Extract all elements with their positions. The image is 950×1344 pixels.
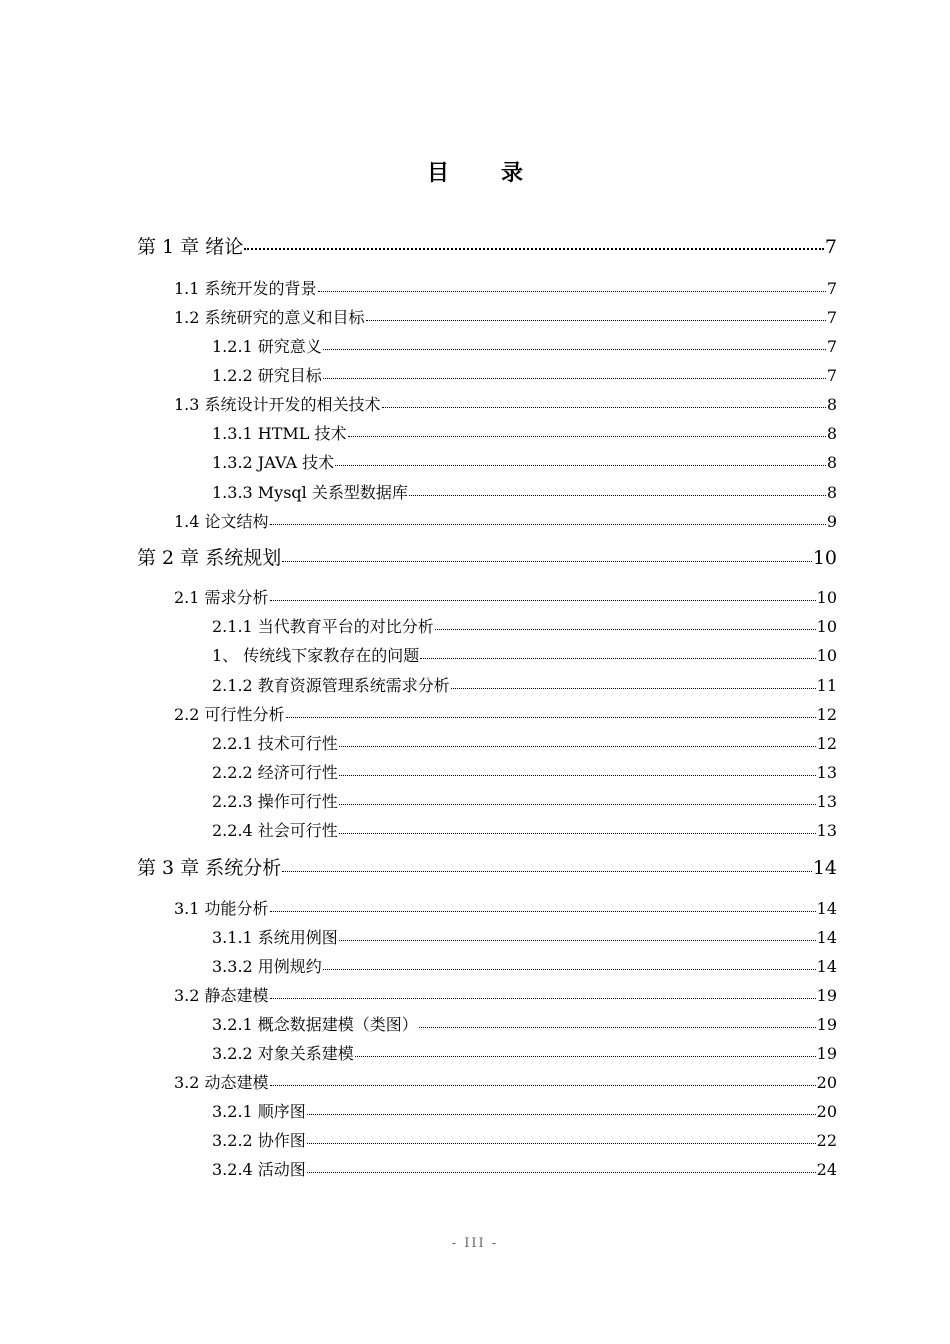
toc-entry-label: 1.2.2 研究目标 bbox=[212, 366, 322, 385]
toc-leader-dots bbox=[419, 1027, 816, 1028]
toc-entry-label: 2.2 可行性分析 bbox=[174, 705, 285, 724]
toc-entry-page: 14 bbox=[816, 928, 837, 947]
toc-entry-page: 13 bbox=[816, 792, 837, 811]
toc-leader-dots bbox=[282, 561, 812, 562]
toc-entry-page: 10 bbox=[812, 547, 837, 569]
toc-entry-label: 3.2.1 顺序图 bbox=[212, 1102, 306, 1121]
toc-leader-dots bbox=[270, 911, 816, 912]
toc-entry-page: 9 bbox=[826, 512, 837, 531]
toc-entry[interactable] bbox=[174, 305, 837, 328]
toc-leader-dots bbox=[307, 1114, 816, 1115]
toc-entry[interactable] bbox=[212, 731, 837, 754]
toc-leader-dots bbox=[339, 940, 816, 941]
toc-entry-label: 3.2 静态建模 bbox=[174, 986, 269, 1005]
toc-entry-label: 1、 传统线下家教存在的问题 bbox=[212, 646, 420, 665]
toc-entry-label: 第 1 章 绪论 bbox=[137, 236, 244, 258]
toc-entry-label: 2.2.4 社会可行性 bbox=[212, 821, 338, 840]
toc-leader-dots bbox=[339, 833, 816, 834]
toc-entry[interactable] bbox=[212, 925, 837, 948]
toc-leader-dots bbox=[420, 658, 815, 659]
toc-entry[interactable] bbox=[212, 480, 837, 503]
toc-title-char-2: 录 bbox=[501, 160, 524, 186]
toc-entry-label: 3.1 功能分析 bbox=[174, 899, 269, 918]
toc-leader-dots bbox=[382, 407, 826, 408]
toc-entry-page: 7 bbox=[826, 337, 837, 356]
toc-entry-label: 1.3.3 Mysql 关系型数据库 bbox=[212, 483, 408, 502]
toc-entry-page: 10 bbox=[816, 617, 837, 636]
toc-entry-page: 8 bbox=[826, 395, 837, 414]
toc-entry-label: 1.2.1 研究意义 bbox=[212, 337, 322, 356]
toc-title bbox=[0, 156, 950, 187]
toc-entry-label: 1.4 论文结构 bbox=[174, 512, 269, 531]
toc-entry-page: 10 bbox=[816, 588, 837, 607]
toc-entry-label: 3.2.1 概念数据建模（类图） bbox=[212, 1015, 418, 1034]
toc-entry-label: 2.1.2 教育资源管理系统需求分析 bbox=[212, 676, 450, 695]
toc-leader-dots bbox=[270, 1085, 816, 1086]
toc-entry[interactable] bbox=[212, 760, 837, 783]
toc-entry-label: 3.1.1 系统用例图 bbox=[212, 928, 338, 947]
toc-entry-label: 3.3.2 用例规约 bbox=[212, 957, 322, 976]
toc-entry-label: 第 2 章 系统规划 bbox=[137, 547, 282, 569]
toc-leader-dots bbox=[335, 465, 826, 466]
toc-entry-label: 3.2.2 对象关系建模 bbox=[212, 1044, 354, 1063]
page-number-footer: - III - bbox=[451, 1236, 499, 1251]
toc-entry[interactable] bbox=[137, 543, 837, 570]
toc-entry-label: 1.2 系统研究的意义和目标 bbox=[174, 308, 365, 327]
toc-entry-label: 2.1.1 当代教育平台的对比分析 bbox=[212, 617, 434, 636]
toc-leader-dots bbox=[307, 1172, 816, 1173]
toc-entry-page: 14 bbox=[812, 857, 837, 879]
toc-entry[interactable] bbox=[174, 896, 837, 919]
toc-entry[interactable] bbox=[137, 853, 837, 880]
toc-entry[interactable] bbox=[174, 509, 837, 532]
toc-entry-label: 2.2.2 经济可行性 bbox=[212, 763, 338, 782]
toc-leader-dots bbox=[323, 969, 816, 970]
toc-leader-dots bbox=[323, 378, 826, 379]
toc-entry-page: 20 bbox=[816, 1102, 837, 1121]
toc-leader-dots bbox=[339, 746, 816, 747]
toc-entry[interactable] bbox=[174, 276, 837, 299]
toc-entry-label: 1.3 系统设计开发的相关技术 bbox=[174, 395, 381, 414]
toc-entry[interactable] bbox=[212, 673, 837, 696]
toc-leader-dots bbox=[270, 524, 826, 525]
toc-leader-dots bbox=[244, 248, 824, 250]
toc-entry-page: 22 bbox=[816, 1131, 837, 1150]
toc-entry-label: 1.3.1 HTML 技术 bbox=[212, 424, 347, 443]
toc-leader-dots bbox=[435, 629, 816, 630]
toc-leader-dots bbox=[451, 688, 816, 689]
toc-entry-page: 10 bbox=[816, 646, 837, 665]
toc-entry-page: 24 bbox=[816, 1160, 837, 1179]
toc-entry-page: 8 bbox=[826, 424, 837, 443]
toc-entry[interactable] bbox=[212, 1128, 837, 1151]
toc-leader-dots bbox=[282, 871, 812, 872]
toc-entry-page: 7 bbox=[826, 279, 837, 298]
toc-entry-page: 13 bbox=[816, 763, 837, 782]
toc-leader-dots bbox=[348, 436, 826, 437]
toc-entry-page: 12 bbox=[816, 734, 837, 753]
toc-entry-page: 11 bbox=[816, 676, 837, 695]
toc-leader-dots bbox=[318, 291, 826, 292]
toc-entry[interactable] bbox=[212, 614, 837, 637]
toc-entry-label: 3.2 动态建模 bbox=[174, 1073, 269, 1092]
toc-title-char-1: 目 bbox=[426, 160, 449, 186]
toc-entry[interactable] bbox=[212, 1157, 837, 1180]
toc-entry-label: 第 3 章 系统分析 bbox=[137, 857, 282, 879]
toc-entry-page: 13 bbox=[816, 821, 837, 840]
toc-entry[interactable] bbox=[212, 421, 837, 444]
toc-entry[interactable] bbox=[212, 1099, 837, 1122]
toc-entry-label: 2.2.3 操作可行性 bbox=[212, 792, 338, 811]
toc-leader-dots bbox=[270, 600, 816, 601]
toc-entry[interactable] bbox=[137, 232, 837, 259]
toc-leader-dots bbox=[366, 320, 826, 321]
toc-leader-dots bbox=[355, 1056, 816, 1057]
toc-entry-page: 19 bbox=[816, 986, 837, 1005]
toc-entry[interactable] bbox=[212, 1041, 837, 1064]
toc-entry[interactable] bbox=[212, 334, 837, 357]
toc-entry[interactable] bbox=[212, 643, 837, 666]
toc-leader-dots bbox=[307, 1143, 816, 1144]
toc-entry-page: 20 bbox=[816, 1073, 837, 1092]
toc-entry-label: 1.3.2 JAVA 技术 bbox=[212, 453, 335, 472]
toc-entry-label: 3.2.2 协作图 bbox=[212, 1131, 306, 1150]
toc-entry-label: 1.1 系统开发的背景 bbox=[174, 279, 317, 298]
toc-entry-page: 7 bbox=[826, 308, 837, 327]
toc-entry-page: 14 bbox=[816, 957, 837, 976]
toc-entry-page: 8 bbox=[826, 483, 837, 502]
toc-entry-page: 19 bbox=[816, 1044, 837, 1063]
toc-leader-dots bbox=[409, 495, 826, 496]
toc-leader-dots bbox=[339, 775, 816, 776]
toc-entry[interactable] bbox=[212, 450, 837, 473]
toc-entry-page: 14 bbox=[816, 899, 837, 918]
toc-entry[interactable] bbox=[212, 1012, 837, 1035]
toc-entry-page: 8 bbox=[826, 453, 837, 472]
toc-entry-label: 3.2.4 活动图 bbox=[212, 1160, 306, 1179]
toc-entry[interactable] bbox=[174, 1070, 837, 1093]
toc-leader-dots bbox=[323, 349, 826, 350]
toc-entry[interactable] bbox=[174, 983, 837, 1006]
toc-entry-page: 7 bbox=[824, 236, 837, 258]
toc-entry[interactable] bbox=[174, 392, 837, 415]
toc-leader-dots bbox=[286, 717, 816, 718]
toc-entry[interactable] bbox=[212, 818, 837, 841]
toc-entry-page: 12 bbox=[816, 705, 837, 724]
toc-entry[interactable] bbox=[174, 702, 837, 725]
toc-entry-label: 2.2.1 技术可行性 bbox=[212, 734, 338, 753]
toc-entry-label: 2.1 需求分析 bbox=[174, 588, 269, 607]
toc-entry[interactable] bbox=[174, 585, 837, 608]
toc-entry[interactable] bbox=[212, 363, 837, 386]
toc-entry[interactable] bbox=[212, 954, 837, 977]
toc-entry[interactable] bbox=[212, 789, 837, 812]
toc-entry-page: 7 bbox=[826, 366, 837, 385]
toc-leader-dots bbox=[339, 804, 816, 805]
toc-leader-dots bbox=[270, 998, 816, 999]
toc-entry-page: 19 bbox=[816, 1015, 837, 1034]
